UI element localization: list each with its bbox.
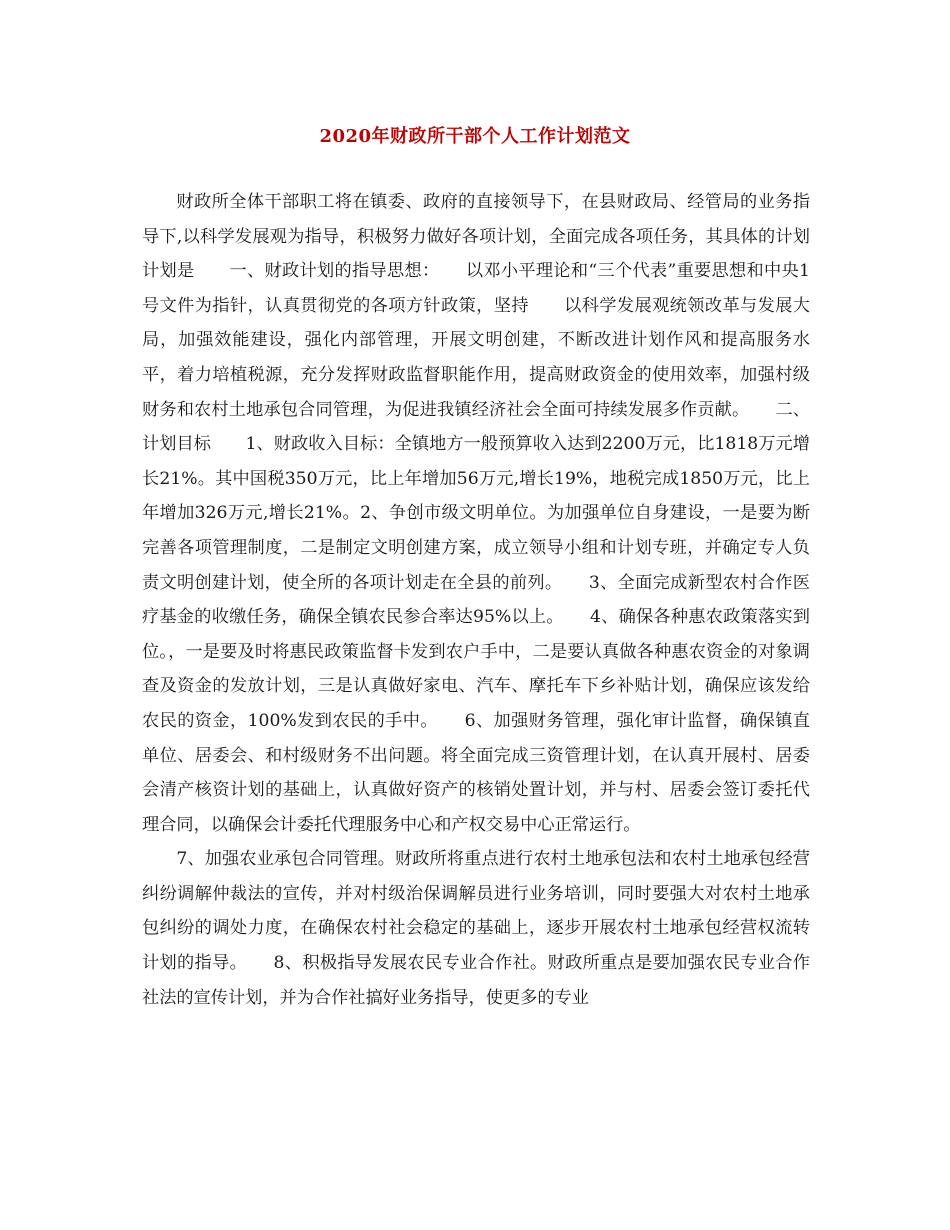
- document-body: [142, 185, 810, 1015]
- paragraph: 财政所全体干部职工将在镇委、政府的直接领导下，在县财政局、经管局的业务指导下,以科学发展观为指导，积极努力做好各项计划，全面完成各项任务，其具体的计划计划是 一、财政计划的指导思想： 以邓小平理论和“三个代表”重要思想和中央1号文件为指针，认真贯彻党的各项方针政策，坚持 以科学发展观统领改革与发展大局，加强效能建设，强化内部管理，开展文明创建，不断改进计划作风和提高服务水平，着力培植税源，充分发挥财政监督职能作用，提高财政资金的使用效率，加强村级财务和农村土地承包合同管理，为促进我镇经济社会全面可持续发展多作贡献。 二、计划目标 1、财政收入目标：全镇地方一般预算收入达到2200万元，比1818万元增长21%。其中国税350万元，比上年增加56万元,增长19%，地税完成1850万元，比上年增加326万元,增长21%。2、争创市级文明单位。为加强单位自身建设，一是要为断完善各项管理制度，二是制定文明创建方案，成立领导小组和计划专班，并确定专人负责文明创建计划，使全所的各项计划走在全县的前列。 3、全面完成新型农村合作医疗基金的收缴任务，确保全镇农民参合率达95%以上。 4、确保各种惠农政策落实到位。，一是要及时将惠民政策监督卡发到农户手中，二是要认真做各种惠农资金的对象调查及资金的发放计划，三是认真做好家电、汽车、摩托车下乡补贴计划，确保应该发给农民的资金，100%发到农民的手中。 6、加强财务管理，强化审计监督，确保镇直单位、居委会、和村级财务不出问题。将全面完成三资管理计划，在认真开展村、居委会清产核资计划的基础上，认真做好资产的核销处置计划，并与村、居委会签订委托代理合同，以确保会计委托代理服务中心和产权交易中心正常运行。: [142, 192, 810, 835]
- document-title: 2020年财政所干部个人工作计划范文: [319, 126, 631, 147]
- paragraph: 7、加强农业承包合同管理。财政所将重点进行农村土地承包法和农村土地承包经营纠纷调解仲裁法的宣传，并对村级治保调解员进行业务培训，同时要强大对农村土地承包纠纷的调处力度，在确保农村社会稳定的基础上，逐步开展农村土地承包经营权流转计划的指导。 8、积极指导发展农民专业合作社。财政所重点是要加强农民专业合作社法的宣传计划，并为合作社搞好业务指导，使更多的专业: [142, 849, 810, 1008]
